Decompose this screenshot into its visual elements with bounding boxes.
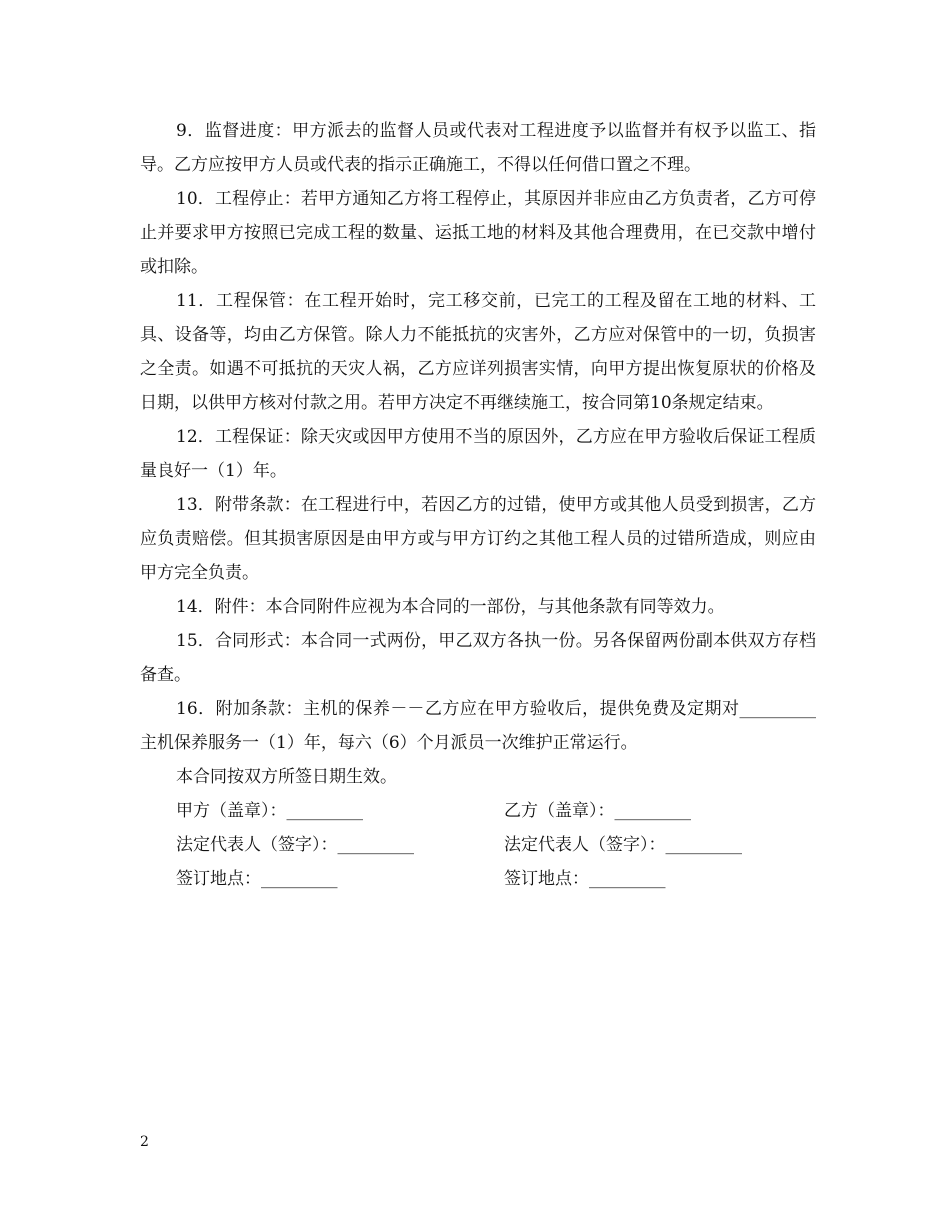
clause-11: 11．工程保管：在工程开始时，完工移交前，已完工的工程及留在工地的材料、工具、设备等，均由乙方保管。除人力不能抵抗的灾害外，乙方应对保管中的一切，负损害之全责。如遇不可抵抗的天灾人祸，乙方应详列损害实情，向甲方提出恢复原状的价格及日期，以供甲方核对付款之用。若甲方决定不再继续施工，按合同第10条规定结束。 (140, 291, 816, 413)
party-a-signing-place: 签订地点：_________ (176, 869, 338, 889)
signature-row-rep (140, 828, 816, 862)
contract-body (140, 114, 816, 896)
signature-row-place (140, 862, 816, 896)
party-a-representative: 法定代表人（签字）：_________ (176, 835, 414, 855)
clause-13: 13．附带条款：在工程进行中，若因乙方的过错，使甲方或其他人员受到损害，乙方应负责赔偿。但其损害原因是由甲方或与甲方订约之其他工程人员的过错所造成，则应由甲方完全负责。 (140, 495, 816, 583)
page-number: 2 (140, 1134, 149, 1150)
clause-12: 12．工程保证：除天灾或因甲方使用不当的原因外，乙方应在甲方验收后保证工程质量良好一（1）年。 (140, 427, 816, 481)
effective-note: 本合同按双方所签日期生效。 (176, 767, 397, 787)
party-b-representative: 法定代表人（签字）：_________ (504, 835, 742, 855)
signature-row-seal (140, 794, 816, 828)
party-b-seal: 乙方（盖章）：_________ (504, 801, 691, 821)
clause-10: 10．工程停止：若甲方通知乙方将工程停止，其原因并非应由乙方负责者，乙方可停止并要求甲方按照已完成工程的数量、运抵工地的材料及其他合理费用，在已交款中增付或扣除。 (140, 189, 816, 277)
clause-14: 14．附件：本合同附件应视为本合同的一部份，与其他条款有同等效力。 (176, 597, 725, 617)
clause-15: 15．合同形式：本合同一式两份，甲乙双方各执一份。另各保留两份副本供双方存档备查。 (140, 631, 816, 685)
party-a-seal: 甲方（盖章）：_________ (176, 801, 363, 821)
clause-16: 16．附加条款：主机的保养－－乙方应在甲方验收后，提供免费及定期对_________主机保养服务一（1）年，每六（6）个月派员一次维护正常运行。 (140, 699, 816, 753)
clause-9: 9．监督进度：甲方派去的监督人员或代表对工程进度予以监督并有权予以监工、指导。乙方应按甲方人员或代表的指示正确施工，不得以任何借口置之不理。 (140, 121, 816, 175)
party-b-signing-place: 签订地点：_________ (504, 869, 666, 889)
